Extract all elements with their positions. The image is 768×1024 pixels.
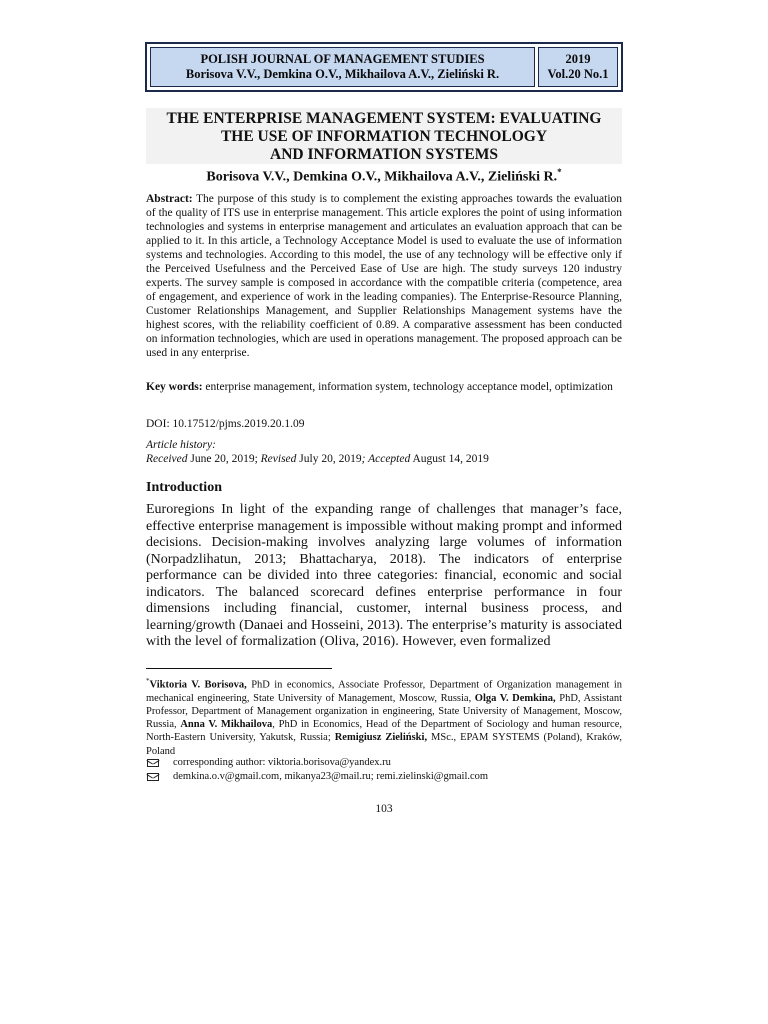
journal-header-right [538,47,618,87]
journal-header-banner [145,42,623,92]
abstract-text: The purpose of this study is to complement the existing approaches towards the evaluation of the quality of ITS use in enterprise management. This article explores the point of using information technologies and systems in enterprise management and articulates an evaluation approach that can be applied to it. In this article, a Technology Acceptance Model is used to evaluate the use of information systems and technologies. According to this model, the use of any technology will be effective only if the Perceived Usefulness and the Perceived Ease of Use are high. The study surveys 120 industry experts. The survey sample is composed in accordance with the compatible criteria (competence, area of engagement, and experience of work in the leading companies). The Enterprise-Resource Planning, Customer Relationships Management, and Supplier Relationships Management systems have the highest scores, with the reliability coefficient of 0.89. A comparative assessment has been conducted on information technologies, which are used in operations management. The proposed approach can be used in any enterprise. [146,193,623,359]
footnote-desc-3: , PhD in Economics, Head of the Department of Sociology and human resource, North-Eastern University, Yakutsk, Russia; [146,719,622,744]
title-line-2: THE USE OF INFORMATION TECHNOLOGY [220,128,548,145]
page-number: 103 [375,803,393,815]
abstract-label: Abstract: [146,193,193,205]
footnote-mark: * [146,677,150,685]
keywords-text: enterprise management, information system, technology acceptance model, optimization [205,381,613,393]
keywords-label: Key words: [146,381,203,393]
footnote-name-4: Remigiusz Zieliński, [334,732,428,744]
email-text-2: demkina.o.v@gmail.com, mikanya23@mail.ru; remi.zielinski@gmail.com [173,771,489,782]
introduction-heading: Introduction [146,480,222,495]
author-footnote [146,675,622,758]
journal-name: POLISH JOURNAL OF MANAGEMENT STUDIES [200,52,485,66]
envelope-icon [147,759,159,767]
email-row-1 [146,756,622,769]
footnote-rule [146,668,332,669]
doi: DOI: 10.17512/pjms.2019.20.1.09 [146,418,305,430]
envelope-icon [147,773,159,781]
footnote-name-3: Anna V. Mikhailova [180,719,273,731]
accepted-date: August 14, 2019 [412,453,489,465]
email-text-1: corresponding author: viktoria.borisova@yandex.ru [173,757,391,768]
abstract [146,192,622,360]
footnote-desc-1: PhD in economics, Associate Professor, Department of Organization management in mechanical engineering, State University of Management, Moscow, Russia, [146,679,623,704]
title-line-3: AND INFORMATION SYSTEMS [270,146,498,163]
footnote-desc-2: PhD, Assistant Professor, Department of Management organization in engineering, State University of Management, Moscow, Russia, [146,692,623,731]
journal-header-left [150,47,535,87]
footnote-name-1: Viktoria V. Borisova, [149,679,247,691]
title-line-1: THE ENTERPRISE MANAGEMENT SYSTEM: EVALUATING [166,110,602,127]
footnote-desc-4: MSc., EPAM SYSTEMS (Poland), Kraków, Poland [146,732,623,757]
article-authors [140,167,628,186]
accepted-label: ; Accepted [361,453,411,465]
journal-volume: Vol.20 No.1 [547,67,609,81]
article-history [146,452,622,466]
article-title [140,110,628,164]
keywords [146,380,622,394]
article-history-label: Article history: [146,439,216,451]
revised-label: Revised [260,453,297,465]
email-row-2 [146,770,622,783]
introduction-text: Euroregions In light of the expanding range of challenges that manager’s face, effective enterprise management is impossible without making prompt and informed decisions. Decision-making involves analyzing large volumes of information (Norpadzlihatun, 2013; Bhattacharya, 2018). The indicators of enterprise performance can be divided into three categories: financial, economic and social indicators. The balanced scorecard defines enterprise performance in four dimensions including financial, customer, internal business process, and learning/growth (Danaei and Hosseini, 2013). The enterprise’s maturity is associated with the level of formalization (Oliva, 2016). However, even formalized [146,502,622,649]
received-date: June 20, 2019; [190,453,258,465]
header-authors: Borisova V.V., Demkina O.V., Mikhailova A.V., Zieliński R. [185,67,500,81]
journal-year: 2019 [565,52,591,66]
footnote-name-2: Olga V. Demkina, [474,692,556,704]
received-label: Received [146,453,188,465]
authors-footnote-mark: * [557,167,562,177]
authors-text: Borisova V.V., Demkina O.V., Mikhailova A.V., Zieliński R. [206,169,558,185]
revised-date: July 20, 2019 [299,453,362,465]
